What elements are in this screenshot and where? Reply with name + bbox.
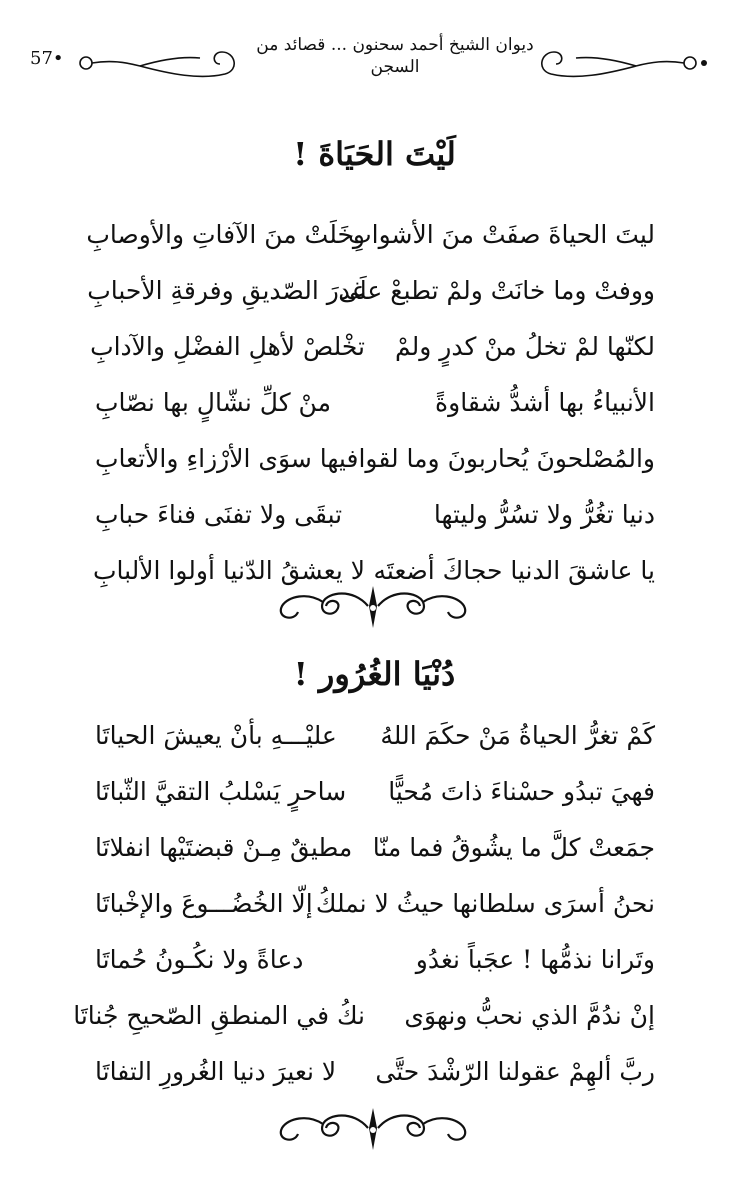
poem-body bbox=[73, 716, 655, 1108]
verse bbox=[73, 996, 655, 1052]
verse-first-hemistich: ليتَ الحياةَ صفَتْ منَ الأشوابِ bbox=[348, 220, 655, 249]
verse-first-hemistich: والمُصْلحونَ يُحاربونَ وما لقوا bbox=[358, 444, 655, 473]
verse bbox=[95, 439, 655, 495]
page-number: 57• bbox=[30, 48, 64, 69]
verse-second-hemistich: إلّا الخُضُـــوعَ والإخْباتَا bbox=[95, 889, 313, 918]
verse-first-hemistich: الأنبياءُ بها أشدُّ شقاوةً bbox=[435, 388, 655, 417]
verse bbox=[90, 327, 655, 383]
verse bbox=[95, 940, 655, 996]
verse-first-hemistich: جمَعتْ كلَّ ما يشُوقُ فما منّا bbox=[372, 833, 655, 862]
verse bbox=[95, 828, 655, 884]
verse-first-hemistich: وتَرانا نذمُّها ! عجَباً نغدُو bbox=[415, 945, 655, 974]
verse-first-hemistich: نحنُ أسرَى سلطانها حيثُ لا نملكُ bbox=[315, 889, 655, 918]
verse-second-hemistich: لا يعشقُ الدّنيا أولوا الألبابِ bbox=[92, 556, 365, 585]
verse-first-hemistich: فهيَ تبدُو حسْناءَ ذاتَ مُحيًّا bbox=[388, 777, 655, 806]
verse-second-hemistich: تبقَى ولا تفنَى فناءَ حبابِ bbox=[95, 500, 343, 529]
verse-first-hemistich: ووفتْ وما خانَتْ ولمْ تطبعْ علَى bbox=[338, 276, 655, 305]
poem-title: دُنْيَا الغُرُور ! bbox=[293, 655, 456, 693]
verse-second-hemistich: وخَلَتْ منَ الآفاتِ والأوصابِ bbox=[86, 220, 365, 249]
verse bbox=[87, 271, 655, 327]
page-header bbox=[30, 30, 720, 100]
verse-second-hemistich: دعاةً ولا نكُـونُ حُماتَا bbox=[95, 945, 304, 974]
verse-second-hemistich: نكُ في المنطقِ الصّحيحِ جُناتَا bbox=[73, 1001, 365, 1030]
verse-first-hemistich: كَمْ تغرُّ الحياةُ مَنْ حكَمَ اللهُ bbox=[380, 721, 655, 750]
verse-second-hemistich: غدرَ الصّديقِ وفرقةِ الأحبابِ bbox=[87, 276, 365, 305]
verse-second-hemistich: عليْـــهِ بأنْ يعيشَ الحياتَا bbox=[95, 721, 337, 750]
verse-second-hemistich: ساحرٍ يَسْلبُ التقيَّ الثّباتَا bbox=[95, 777, 347, 806]
verse bbox=[95, 383, 655, 439]
verse bbox=[95, 772, 655, 828]
verse bbox=[95, 495, 655, 551]
section-divider-ornament-icon bbox=[268, 578, 478, 638]
verse-second-hemistich: مطيقٌ مِـنْ قبضتَيْها انفلاتَا bbox=[95, 833, 353, 862]
header-title: ديوان الشيخ أحمد سحنون ... قصائد من السجن bbox=[256, 35, 534, 77]
verse-first-hemistich: يا عاشقَ الدنيا حجاكَ أضعتَه bbox=[373, 556, 655, 585]
verse bbox=[86, 215, 655, 271]
verse bbox=[95, 884, 655, 940]
verse-second-hemistich: لا نعيرَ دنيا الغُرورِ التفاتَا bbox=[95, 1057, 337, 1086]
section-divider-ornament-icon bbox=[268, 1100, 478, 1160]
verse-first-hemistich: إنْ ندُمَّ الذي نحبُّ ونهوَى bbox=[404, 1001, 655, 1030]
poem-body bbox=[86, 215, 655, 607]
verse-first-hemistich: ربَّ ألهِمْ عقولنا الرّشْدَ حتَّى bbox=[375, 1057, 655, 1086]
verse-second-hemistich: فيها سوَى الأرْزاءِ والأتعابِ bbox=[95, 444, 359, 473]
verse-second-hemistich: منْ كلِّ نشّالٍ بها نصّابِ bbox=[95, 388, 331, 417]
verse-second-hemistich: تخْلصْ لأهلِ الفضْلِ والآدابِ bbox=[90, 332, 365, 361]
verse bbox=[95, 716, 655, 772]
poem-title: لَيْتَ الحَيَاةَ ! bbox=[293, 135, 456, 173]
verse-first-hemistich: دنيا تغُرُّ ولا تسُرُّ وليتها bbox=[433, 500, 655, 529]
verse-first-hemistich: لكنّها لمْ تخلُ منْ كدرٍ ولمْ bbox=[395, 332, 655, 361]
